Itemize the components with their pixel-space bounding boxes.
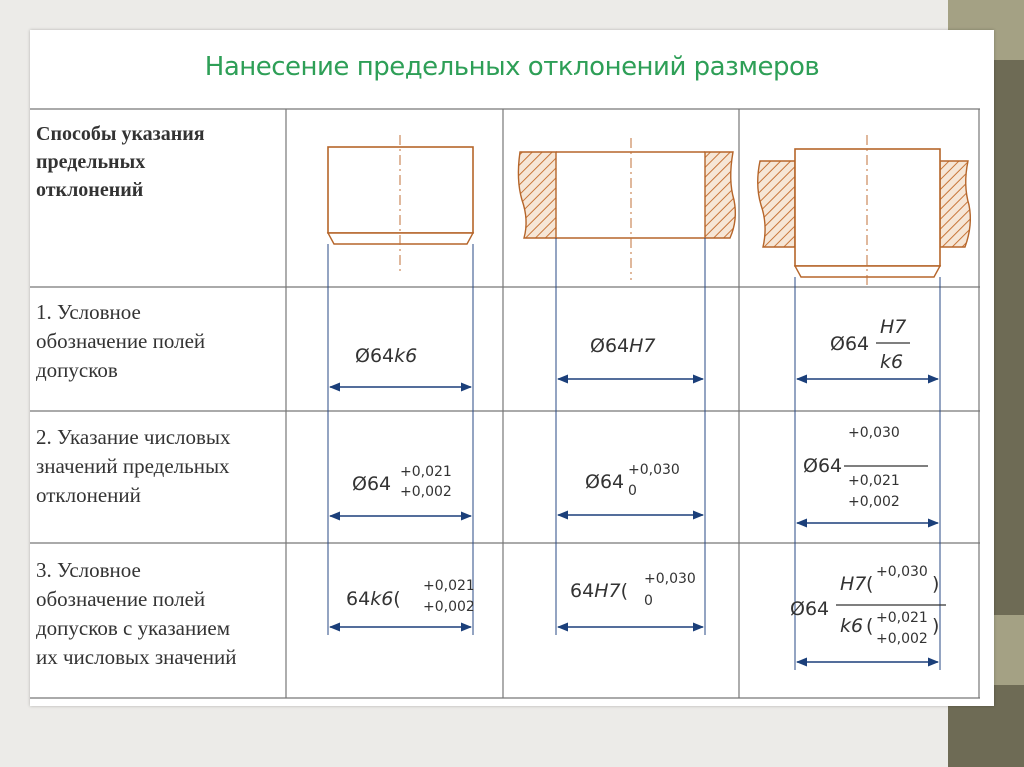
row3-label-line: их числовых значений [36, 645, 237, 669]
fit-diameter: Ø64 [790, 598, 830, 620]
row3-label-line: обозначение полей [36, 587, 206, 611]
fit-shaft-code: k6 [840, 615, 864, 637]
header-label-line: отклонений [36, 179, 144, 201]
shaft-upper-deviation: +0,021 [400, 464, 452, 480]
shaft-code-annotation: Ø64k6 [355, 345, 418, 367]
shaft-drawing [328, 135, 473, 275]
header-label [36, 120, 205, 204]
slide-title: Нанесение предельных отклонений размеров [204, 52, 820, 82]
shaft-diameter: Ø64 [352, 473, 392, 495]
shaft-lower-deviation: +0,002 [423, 599, 475, 615]
fit-hole-code: H7 [880, 316, 907, 338]
hole-upper-deviation: +0,030 [644, 571, 696, 587]
fit-shaft-upper-deviation: +0,021 [876, 610, 928, 626]
slide [30, 30, 994, 706]
row3-label [36, 556, 236, 672]
fit-diameter: Ø64 [830, 333, 870, 355]
hole-lower-deviation: 0 [644, 593, 653, 609]
hole-drawing [518, 138, 735, 280]
svg-text:): ) [932, 615, 940, 637]
row2-label-line: 2. Указание числовых [36, 425, 231, 449]
svg-text:): ) [932, 573, 940, 595]
row2-label-line: отклонений [36, 483, 141, 507]
hole-annotation: 64H7( [570, 580, 628, 602]
row1-label-line: обозначение полей [36, 329, 206, 353]
fit-hole-upper-deviation: +0,030 [848, 425, 900, 441]
header-label-line: Способы указания [36, 123, 205, 145]
shaft-lower-deviation: +0,002 [400, 484, 452, 500]
row3-label-line: 3. Условное [36, 558, 141, 582]
fit-diameter: Ø64 [803, 455, 843, 477]
hole-code-annotation: Ø64H7 [590, 335, 656, 357]
row1-label-line: 1. Условное [36, 300, 141, 324]
row1-label-line: допусков [36, 358, 118, 382]
fit-shaft-upper-deviation: +0,021 [848, 473, 900, 489]
row2-label-line: значений предельных [36, 454, 230, 478]
fit-shaft-lower-deviation: +0,002 [876, 631, 928, 647]
shaft-annotation: 64k6( [346, 588, 401, 610]
fit-drawing [758, 135, 971, 285]
fit-shaft-code: k6 [880, 351, 904, 373]
row3-label-line: допусков с указанием [36, 616, 231, 640]
hole-diameter: Ø64 [585, 471, 625, 493]
row2-annotations [352, 425, 928, 510]
row2-label [36, 423, 231, 510]
hole-lower-deviation: 0 [628, 483, 637, 499]
shaft-upper-deviation: +0,021 [423, 578, 475, 594]
hole-upper-deviation: +0,030 [628, 462, 680, 478]
row3-annotations [346, 564, 946, 647]
fit-hole-upper-deviation: +0,030 [876, 564, 928, 580]
fit-hole-code: H7 [840, 573, 867, 595]
svg-text:(: ( [866, 615, 874, 637]
row1-label [36, 298, 205, 385]
fit-shaft-lower-deviation: +0,002 [848, 494, 900, 510]
header-label-line: предельных [36, 151, 146, 173]
row1-annotations [355, 316, 910, 373]
svg-text:(: ( [866, 573, 874, 595]
